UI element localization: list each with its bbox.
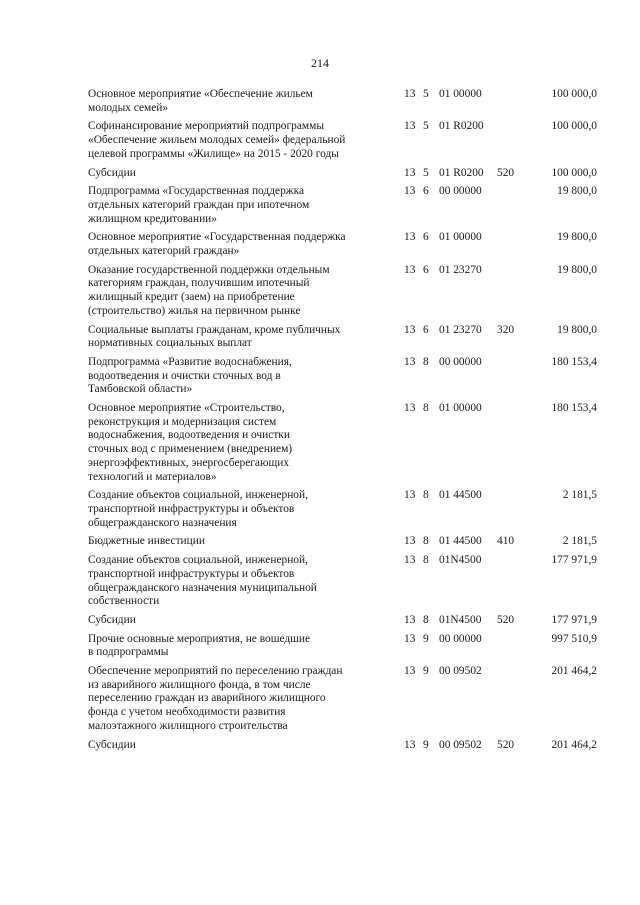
ministry-code: 13: [404, 263, 416, 276]
item-name-line: общегражданского назначения муниципальной: [88, 581, 317, 594]
ministry-code: 13: [404, 231, 416, 244]
item-name: [88, 402, 393, 484]
ministry-code: 13: [404, 632, 416, 645]
item-name-line: целевой программы «Жилище» на 2015 - 2020 годы: [88, 147, 339, 160]
subprogram-code: 5: [423, 88, 429, 100]
subprogram-code: 8: [423, 355, 429, 368]
item-name: [88, 120, 393, 161]
expense-type-code: 520: [497, 166, 515, 179]
table-row: [0, 614, 640, 628]
subprogram-code: 6: [423, 231, 429, 244]
subprogram-code: 5: [423, 166, 429, 179]
subprogram-code: 8: [423, 554, 429, 567]
item-name-line: жилищный кредит (заем) на приобретение: [88, 291, 295, 304]
amount: 177 971,9: [551, 554, 597, 567]
target-item-code: 00 09502: [439, 665, 482, 678]
table-row: [0, 489, 640, 530]
table-row: [0, 402, 640, 484]
ministry-code: 13: [404, 554, 416, 567]
target-item-code: 01 23270: [439, 263, 482, 276]
ministry-code: 13: [404, 185, 416, 198]
item-name-line: Тамбовской области»: [88, 383, 193, 396]
table-row: [0, 535, 640, 549]
ministry-code: 13: [404, 120, 416, 133]
item-name-line: малоэтажного жилищного строительства: [88, 719, 288, 732]
table-row: [0, 231, 640, 258]
table-row: [0, 554, 640, 609]
item-name-line: Бюджетные инвестиции: [88, 535, 205, 548]
item-name-line: Софинансирование мероприятий подпрограммы: [88, 120, 324, 133]
subprogram-code: 5: [423, 120, 429, 133]
expense-type-code: 520: [497, 738, 515, 751]
ministry-code: 13: [404, 323, 416, 336]
item-name-line: Создание объектов социальной, инженерной,: [88, 489, 308, 502]
subprogram-code: 6: [423, 263, 429, 276]
amount: 19 800,0: [557, 323, 597, 336]
subprogram-code: 8: [423, 402, 429, 415]
ministry-code: 13: [404, 355, 416, 368]
item-name-line: Основное мероприятие «Государственная поддержка: [88, 231, 346, 244]
ministry-code: 13: [404, 402, 416, 415]
table-row: [0, 264, 640, 319]
item-name: [88, 489, 393, 530]
item-name-line: Субсидии: [88, 738, 136, 751]
amount: 19 800,0: [557, 263, 597, 276]
item-name-line: в подпрограммы: [88, 646, 169, 659]
ministry-code: 13: [404, 489, 416, 502]
item-name-line: Обеспечение мероприятий по переселению граждан: [88, 665, 343, 678]
item-name: [88, 665, 393, 734]
ministry-code: 13: [404, 738, 416, 751]
item-name-line: (строительство) жилья на первичном рынке: [88, 304, 301, 317]
target-item-code: 01 00000: [439, 402, 482, 415]
target-item-code: 01 00000: [439, 88, 482, 100]
item-name-line: транспортной инфраструктуры и объектов: [88, 567, 295, 580]
item-name-line: Основное мероприятие «Строительство,: [88, 402, 285, 415]
subprogram-code: 9: [423, 738, 429, 751]
table-row: [0, 356, 640, 397]
item-name-line: Подпрограмма «Государственная поддержка: [88, 185, 305, 198]
item-name: [88, 739, 393, 753]
item-name-line: водоотведения и очистки сточных вод в: [88, 369, 281, 382]
amount: 201 464,2: [551, 665, 597, 678]
amount: 100 000,0: [551, 88, 597, 100]
table-row: [0, 185, 640, 226]
item-name: [88, 554, 393, 609]
table-row: [0, 665, 640, 734]
budget-table: [0, 88, 640, 757]
item-name-line: технологий и материалов»: [88, 470, 217, 483]
item-name-line: отдельных категорий граждан при ипотечном: [88, 198, 310, 211]
target-item-code: 00 09502: [439, 738, 482, 751]
item-name-line: Подпрограмма «Развитие водоснабжения,: [88, 355, 292, 368]
subprogram-code: 6: [423, 185, 429, 198]
item-name-line: переселению граждан из аварийного жилищного: [88, 692, 326, 705]
target-item-code: 00 00000: [439, 632, 482, 645]
item-name: [88, 185, 393, 226]
item-name-line: реконструкция и модернизация систем: [88, 415, 277, 428]
table-row: [0, 633, 640, 660]
item-name-line: фонда с учетом необходимости развития: [88, 706, 286, 719]
amount: 997 510,9: [551, 632, 597, 645]
subprogram-code: 9: [423, 632, 429, 645]
target-item-code: 00 00000: [439, 355, 482, 368]
expense-type-code: 520: [497, 613, 515, 626]
item-name-line: собственности: [88, 595, 160, 608]
item-name-line: Основное мероприятие «Обеспечение жильем: [88, 88, 313, 100]
target-item-code: 01 R0200: [439, 166, 484, 179]
table-row: [0, 167, 640, 181]
subprogram-code: 6: [423, 323, 429, 336]
item-name: [88, 614, 393, 628]
item-name-line: из аварийного жилищного фонда, в том числе: [88, 678, 311, 691]
target-item-code: 01 23270: [439, 323, 482, 336]
amount: 19 800,0: [557, 231, 597, 244]
amount: 100 000,0: [551, 166, 597, 179]
amount: 201 464,2: [551, 738, 597, 751]
item-name: [88, 167, 393, 181]
target-item-code: 01 00000: [439, 231, 482, 244]
amount: 177 971,9: [551, 613, 597, 626]
item-name-line: сточных вод с применением (внедрением): [88, 443, 293, 456]
item-name: [88, 535, 393, 549]
subprogram-code: 8: [423, 489, 429, 502]
item-name-line: жилищном кредитовании»: [88, 212, 217, 225]
item-name: [88, 88, 393, 115]
target-item-code: 01 44500: [439, 535, 482, 548]
amount: 2 181,5: [562, 489, 597, 502]
table-row: [0, 120, 640, 161]
item-name-line: отдельных категорий граждан»: [88, 245, 240, 258]
target-item-code: 01 44500: [439, 489, 482, 502]
item-name-line: Субсидии: [88, 613, 136, 626]
item-name: [88, 356, 393, 397]
item-name: [88, 264, 393, 319]
expense-type-code: 320: [497, 323, 515, 336]
ministry-code: 13: [404, 613, 416, 626]
ministry-code: 13: [404, 535, 416, 548]
table-row: [0, 88, 640, 115]
subprogram-code: 9: [423, 665, 429, 678]
item-name-line: Прочие основные мероприятия, не вошедшие: [88, 632, 311, 645]
item-name-line: Социальные выплаты гражданам, кроме публичных: [88, 323, 341, 336]
target-item-code: 01 R0200: [439, 120, 484, 133]
item-name-line: «Обеспечение жильем молодых семей» федеральной: [88, 134, 346, 147]
item-name-line: общегражданского назначения: [88, 516, 237, 529]
item-name-line: транспортной инфраструктуры и объектов: [88, 502, 295, 515]
item-name-line: водоснабжения, водоотведения и очистки: [88, 429, 290, 442]
amount: 100 000,0: [551, 120, 597, 133]
target-item-code: 01N4500: [439, 613, 482, 626]
subprogram-code: 8: [423, 535, 429, 548]
item-name: [88, 324, 393, 351]
amount: 2 181,5: [562, 535, 597, 548]
item-name-line: Создание объектов социальной, инженерной,: [88, 554, 308, 567]
amount: 180 153,4: [551, 402, 597, 415]
target-item-code: 00 00000: [439, 185, 482, 198]
item-name-line: категориям граждан, получившим ипотечный: [88, 277, 310, 290]
expense-type-code: 410: [497, 535, 515, 548]
ministry-code: 13: [404, 665, 416, 678]
page-number: 214: [311, 56, 329, 70]
amount: 19 800,0: [557, 185, 597, 198]
item-name-line: нормативных социальных выплат: [88, 337, 252, 350]
item-name-line: Субсидии: [88, 166, 136, 179]
subprogram-code: 8: [423, 613, 429, 626]
item-name-line: Оказание государственной поддержки отдельным: [88, 263, 330, 276]
item-name-line: энергоэффективных, энергосберегающих: [88, 456, 290, 469]
ministry-code: 13: [404, 166, 416, 179]
table-row: [0, 739, 640, 753]
amount: 180 153,4: [551, 355, 597, 368]
item-name-line: молодых семей»: [88, 101, 169, 114]
item-name: [88, 633, 393, 660]
ministry-code: 13: [404, 88, 416, 100]
item-name: [88, 231, 393, 258]
target-item-code: 01N4500: [439, 554, 482, 567]
table-row: [0, 324, 640, 351]
